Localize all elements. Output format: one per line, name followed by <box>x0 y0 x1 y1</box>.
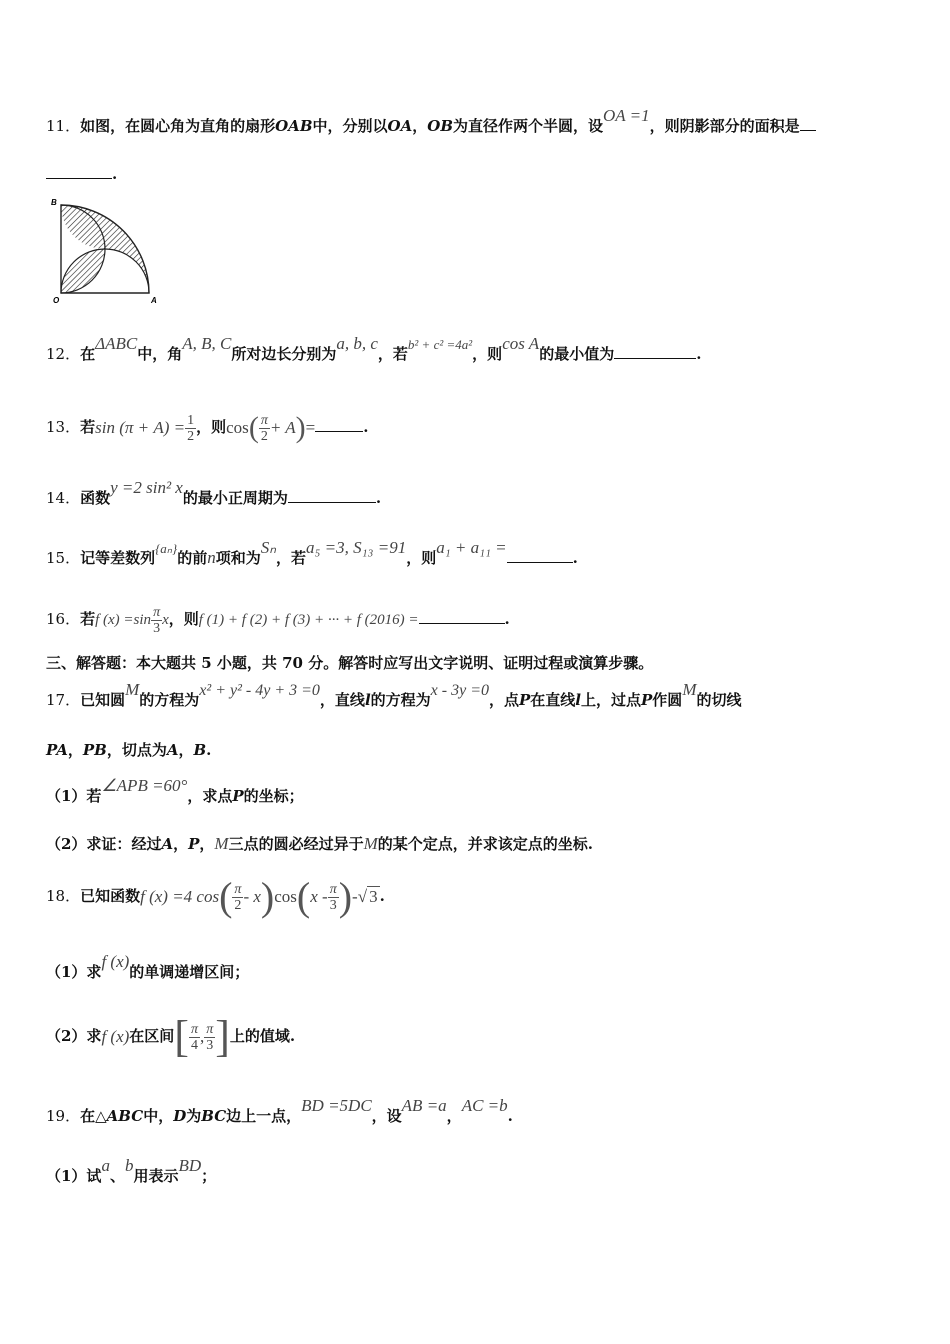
q16-number: 16． <box>46 610 81 628</box>
q14-answer-blank <box>288 502 376 503</box>
q11-line1: 11．如图，在圆心角为直角的扇形OAB中，分别以OA，OB为直径作两个半圆，设OA =1，则阴影部分的面积是 <box>46 116 816 136</box>
q19-line: 19．在△ABC中，D为BC边上一点，BD =5DC，设AB =a，AC =b. <box>46 1096 513 1125</box>
q11-answer-blank-a <box>800 130 816 131</box>
q12-answer-blank <box>614 358 696 359</box>
q15-number: 15． <box>46 549 81 567</box>
q15-line: 15．记等差数列{aₙ}的前n项和为Sₙ，若a₅ =3, S₁₃ =91，则a₁ + a₁₁ =. <box>46 538 578 567</box>
q15-answer-blank <box>507 562 573 563</box>
section-3-header: 三、解答题：本大题共 5 小题，共 70 分。解答时应写出文字说明、证明过程或演算步骤。 <box>46 654 654 672</box>
q18-number: 18． <box>46 887 81 905</box>
q11-sector-figure <box>46 193 166 305</box>
q17-part2: （2）求证：经过A，P，M三点的圆必经过异于M的某个定点，并求该定点的坐标. <box>46 834 593 853</box>
q12-line: 12．在ΔABC中，角A, B, C所对边长分别为a, b, c，若b² + c² =4a²，则cos A的最小值为 . <box>46 334 702 363</box>
q17-line2: PA，PB，切点为A，B. <box>46 741 212 759</box>
q11-label-b: B <box>51 198 57 207</box>
q19-part1: （1）试a、b用表示BD； <box>46 1156 217 1185</box>
q11-oa-expr: OA =1 <box>603 106 650 125</box>
q16-answer-blank <box>419 623 505 624</box>
q12-number: 12． <box>46 345 81 363</box>
q17-part1: （1）若∠APB =60°，求点P的坐标； <box>46 776 304 805</box>
q19-number: 19． <box>46 1107 81 1125</box>
q14-line: 14．函数y =2 sin² x的最小正周期为 . <box>46 478 382 507</box>
q11-number: 11． <box>46 117 81 135</box>
q11-answer-blank-b <box>46 178 112 179</box>
q11-line2: . <box>46 164 117 184</box>
q11-shaded-lens-lower <box>61 249 105 293</box>
q13-line: 13．若sin (π + A) = $\frac{1}{2}$ ，则cos( $\frac{\pi}{2}$ + A)= . <box>46 411 369 444</box>
q13-answer-blank <box>315 431 363 432</box>
q11-label-o: O <box>53 296 60 305</box>
q11-shaded-region-top <box>61 205 105 249</box>
q13-number: 13． <box>46 418 81 436</box>
q17-line1: 17．已知圆M的方程为x² + y² - 4y + 3 =0，直线l的方程为x - 3y =0，点P在直线l上，过点P作圆M的切线 <box>46 680 742 709</box>
q18-part1: （1）求f (x)的单调递增区间； <box>46 952 250 981</box>
q14-number: 14． <box>46 489 81 507</box>
q17-number: 17． <box>46 691 81 709</box>
q18-part2: （2）求f (x)在区间[ $\frac{\pi}{4}$ , $\frac{\pi}{3}$ ]上的值域. <box>46 1012 296 1061</box>
q16-line: 16．若f (x) =sin $\frac{\pi}{3}$ x，则f (1) + f (2) + f (3) + ··· + f (2016) = . <box>46 604 510 636</box>
q18-line: 18．已知函数f (x) =4 cos( $\frac{\pi}{2}$ - x)cos(x - $\frac{\pi}{3}$ )-√ 3 . <box>46 874 385 919</box>
q11-label-a: A <box>151 296 157 305</box>
